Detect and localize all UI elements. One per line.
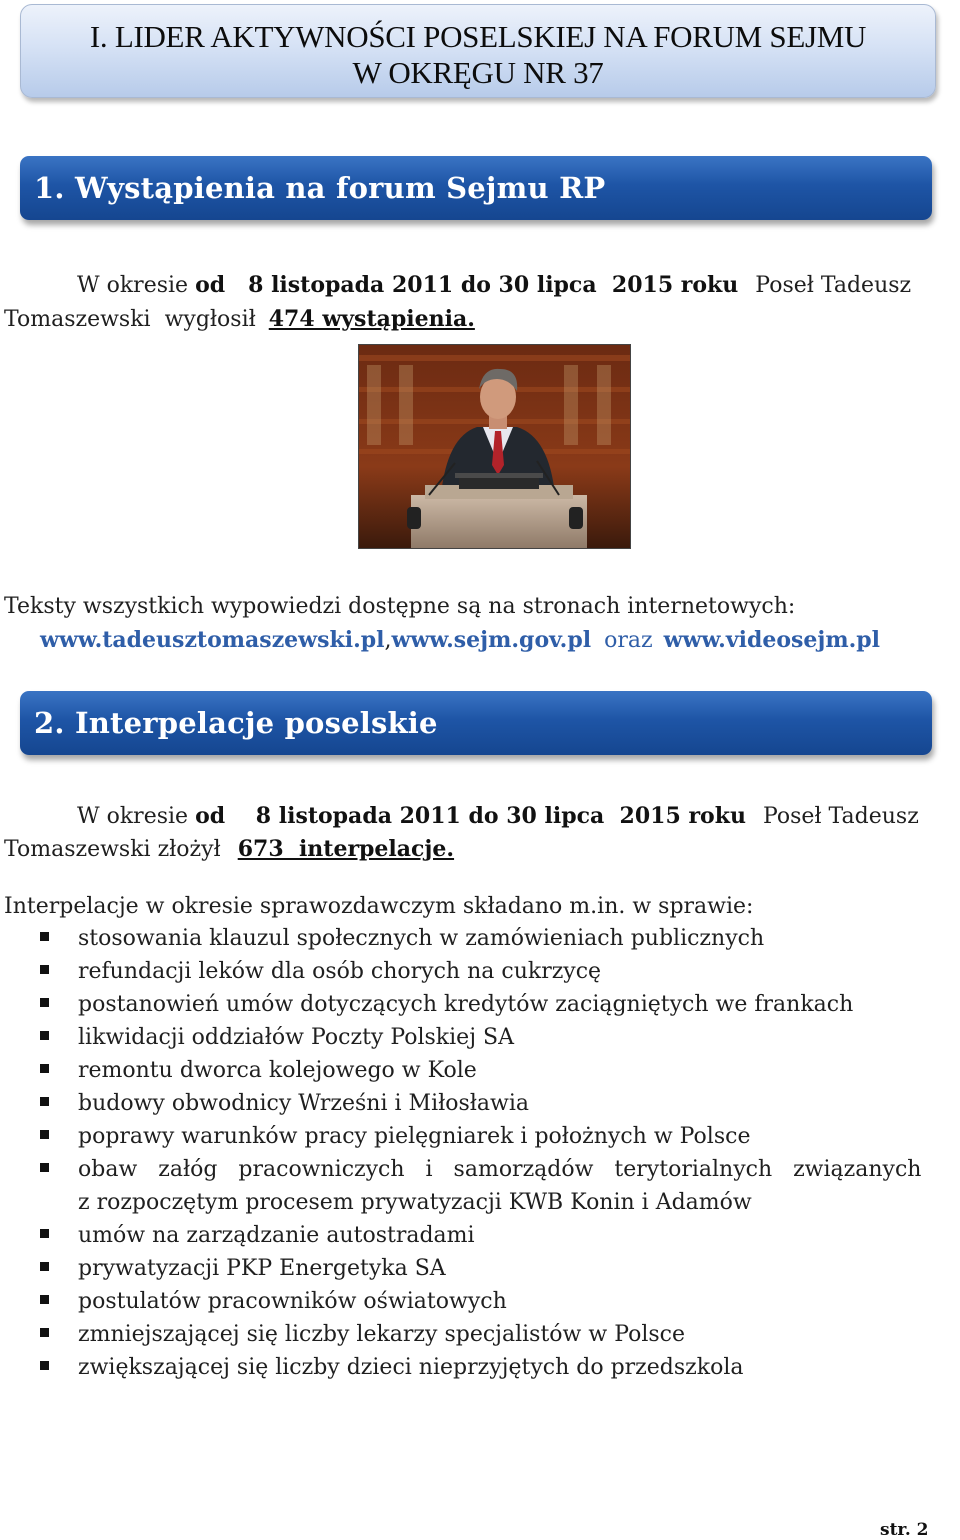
bullet-icon	[40, 1295, 49, 1304]
page-number: str. 2	[880, 1520, 929, 1540]
list-item: postanowień umów dotyczących kredytów zaciągniętych we frankach	[78, 992, 854, 1017]
list-item: budowy obwodnicy Wrześni i Miłosławia	[78, 1091, 529, 1116]
interpelations-count: 673 interpelacje.	[237, 836, 455, 862]
list-item: umów na zarządzanie autostradami	[78, 1223, 475, 1248]
section-1-paragraph-line-1	[77, 272, 911, 299]
link-separator-comma: ,	[384, 628, 392, 653]
section-1-paragraph-line-2	[4, 306, 475, 333]
period-label: W okresie	[77, 804, 189, 829]
list-item: poprawy warunków pracy pielęgniarek i położnych w Polsce	[78, 1124, 751, 1149]
bullet-icon	[40, 1031, 49, 1040]
document-title-banner	[20, 4, 936, 98]
section-2-paragraph-line-1	[77, 803, 919, 830]
mp-name-start: Poseł Tadeusz	[755, 273, 912, 298]
section-1-heading: 1. Wystąpienia na forum Sejmu RP	[20, 156, 932, 220]
speaker-photo	[358, 344, 631, 549]
websites-line	[40, 627, 880, 654]
period-dates: od 8 listopada 2011 do 30 lipca 2015 roku	[195, 272, 739, 298]
list-item: remontu dworca kolejowego w Kole	[78, 1058, 477, 1083]
document-title-line-2: W OKRĘGU NR 37	[352, 55, 604, 90]
period-dates: od 8 listopada 2011 do 30 lipca 2015 roku	[195, 803, 746, 829]
document-title-line-1: I. LIDER AKTYWNOŚCI POSELSKIEJ NA FORUM SEJMU	[89, 19, 867, 54]
mp-name-end: Tomaszewski wygłosił	[4, 307, 256, 332]
bullet-icon	[40, 1130, 49, 1139]
list-item: obaw załóg pracowniczych i samorządów terytorialnych związanych	[78, 1157, 922, 1182]
list-item: postulatów pracowników oświatowych	[78, 1289, 507, 1314]
bullet-icon	[40, 1163, 49, 1172]
bullet-icon	[40, 1328, 49, 1337]
list-item: zmniejszającej się liczby lekarzy specjalistów w Polsce	[78, 1322, 686, 1347]
interpelations-intro: Interpelacje w okresie sprawozdawczym składano m.in. w sprawie:	[4, 894, 754, 919]
bullet-icon	[40, 1262, 49, 1271]
websites-intro: Teksty wszystkich wypowiedzi dostępne są na stronach internetowych:	[4, 594, 796, 619]
section-2-paragraph-line-2	[4, 836, 454, 863]
section-2-heading: 2. Interpelacje poselskie	[20, 691, 932, 755]
list-item: prywatyzacji PKP Energetyka SA	[78, 1256, 446, 1281]
period-label: W okresie	[77, 273, 189, 298]
bullet-icon	[40, 932, 49, 941]
list-item-continuation: z rozpoczętym procesem prywatyzacji KWB Konin i Adamów	[78, 1190, 752, 1215]
list-item: zwiększającej się liczby dzieci nieprzyjętych do przedszkola	[78, 1355, 744, 1380]
list-item: likwidacji oddziałów Poczty Polskiej SA	[78, 1025, 514, 1050]
bullet-icon	[40, 1064, 49, 1073]
speeches-count: 474 wystąpienia.	[268, 306, 475, 332]
links-conjunction: oraz	[604, 628, 653, 653]
link-videosejm[interactable]: www.videosejm.pl	[663, 627, 881, 653]
bullet-icon	[40, 998, 49, 1007]
list-item: stosowania klauzul społecznych w zamówieniach publicznych	[78, 926, 765, 951]
link-tadeusztomaszewski[interactable]: www.tadeusztomaszewski.pl	[40, 627, 385, 653]
bullet-icon	[40, 1229, 49, 1238]
bullet-icon	[40, 1097, 49, 1106]
bullet-icon	[40, 965, 49, 974]
bullet-icon	[40, 1361, 49, 1370]
mp-name-end: Tomaszewski złożył	[4, 837, 221, 862]
list-item: refundacji leków dla osób chorych na cukrzycę	[78, 959, 602, 984]
mp-name-start: Poseł Tadeusz	[762, 804, 919, 829]
link-sejm[interactable]: www.sejm.gov.pl	[391, 627, 592, 653]
